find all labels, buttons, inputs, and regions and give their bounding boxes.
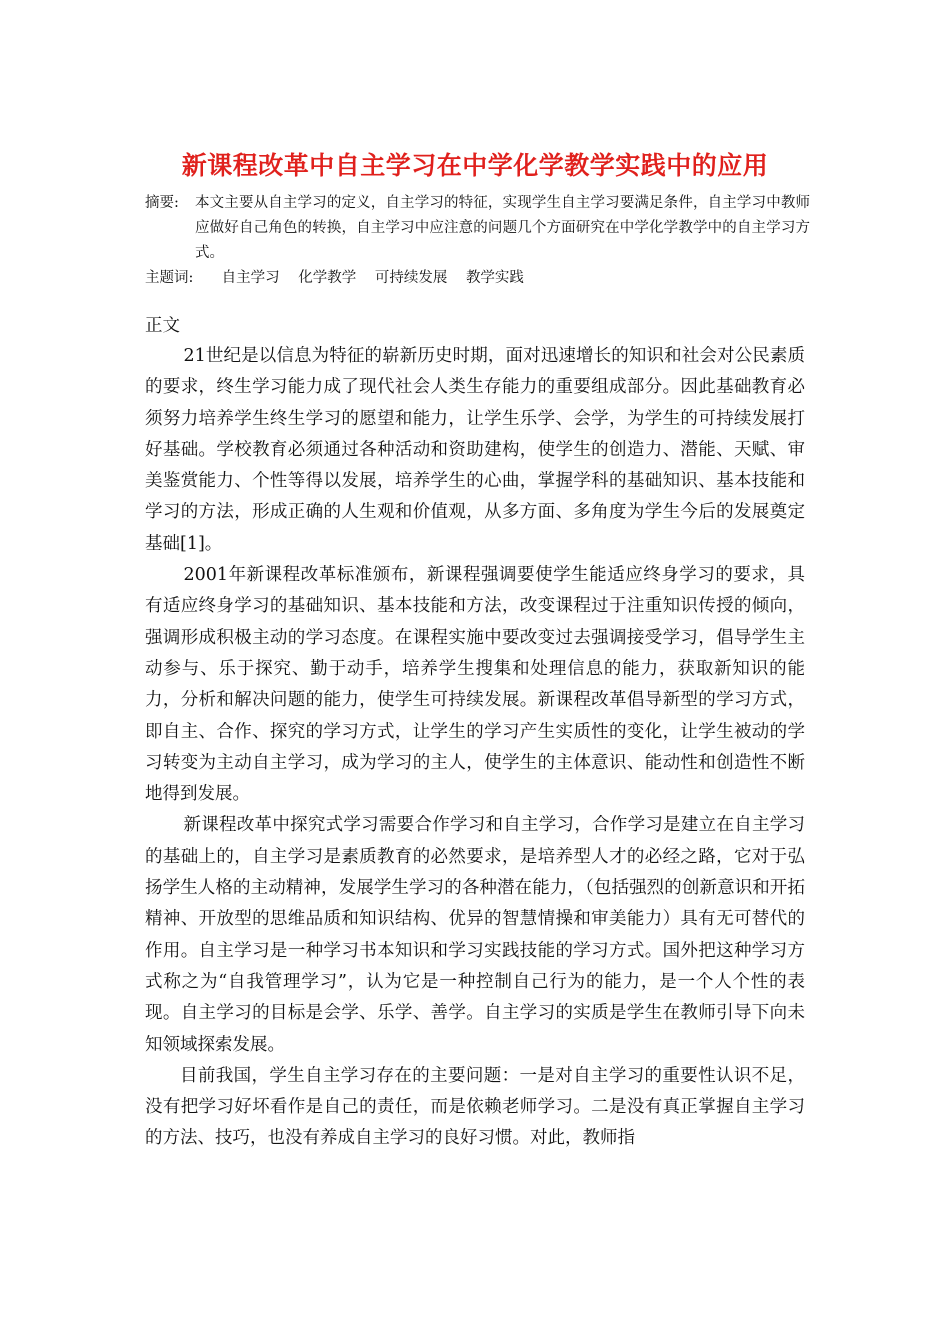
keyword-item: 化学教学 (298, 270, 357, 286)
body-paragraph: 目前我国，学生自主学习存在的主要问题：一是对自主学习的重要性认识不足，没有把学习好坏看作是自己的责任，而是依赖老师学习。二是没有真正掌握自主学习的方法、技巧，也没有养成自主学习的良好习惯。对此，教师指 (145, 1065, 805, 1149)
body-paragraph: 新课程改革中探究式学习需要合作学习和自主学习，合作学习是建立在自主学习的基础上的，自主学习是素质教育的必然要求，是培养型人才的必经之路，它对于弘扬学生人格的主动精神，发展学生学习的各种潜在能力，（包括强烈的创新意识和开拓精神、开放型的思维品质和知识结构、优异的智慧情操和审美能力）具有无可替代的作用。自主学习是一种学习书本知识和学习实践技能的学习方式。国外把这种学习方式称之为“自我管理学习”，认为它是一种控制自己行为的能力，是一个人个性的表现。自主学习的目标是会学、乐学、善学。自主学习的实质是学生在教师引导下向未知领域探索发展。 (145, 815, 805, 1055)
section-heading: 正文 (145, 316, 180, 336)
document-title: 新课程改革中自主学习在中学化学教学实践中的应用 (181, 150, 769, 180)
abstract-block (145, 191, 810, 266)
keyword-item: 自主学习 (221, 270, 280, 286)
keyword-item: 教学实践 (465, 270, 524, 286)
abstract-label: 摘要: (145, 195, 179, 211)
body-paragraph: 2001年新课程改革标准颁布，新课程强调要使学生能适应终身学习的要求，具有适应终身学习的基础知识、基本技能和方法，改变课程过于注重知识传授的倾向，强调形成积极主动的学习态度。在课程实施中要改变过去强调接受学习，倡导学生主动参与、乐于探究、勤于动手，培养学生搜集和处理信息的能力，获取新知识的能力，分析和解决问题的能力，使学生可持续发展。新课程改革倡导新型的学习方式，即自主、合作、探究的学习方式，让学生的学习产生实质性的变化，让学生被动的学习转变为主动自主学习，成为学习的主人，使学生的主体意识、能动性和创造性不断地得到发展。 (145, 565, 805, 805)
keyword-item: 可持续发展 (374, 270, 448, 286)
abstract-text: 本文主要从自主学习的定义，自主学习的特征，实现学生自主学习要满足条件，自主学习中教师应做好自己角色的转换，自主学习中应注意的问题几个方面研究在中学化学教学中的自主学习方式。 (195, 195, 810, 261)
keywords-label: 主题词: (145, 270, 194, 286)
document-body (145, 341, 805, 1155)
keywords-block (145, 266, 810, 291)
body-paragraph: 21世纪是以信息为特征的崭新历史时期，面对迅速增长的知识和社会对公民素质的要求，终生学习能力成了现代社会人类生存能力的重要组成部分。因此基础教育必须努力培养学生终生学习的愿望和能力，让学生乐学、会学，为学生的可持续发展打好基础。学校教育必须通过各种活动和资助建构，使学生的创造力、潜能、天赋、审美鉴赏能力、个性等得以发展，培养学生的心曲，掌握学科的基础知识、基本技能和学习的方法，形成正确的人生观和价值观，从多方面、多角度为学生今后的发展奠定基础[1]。 (145, 346, 805, 554)
